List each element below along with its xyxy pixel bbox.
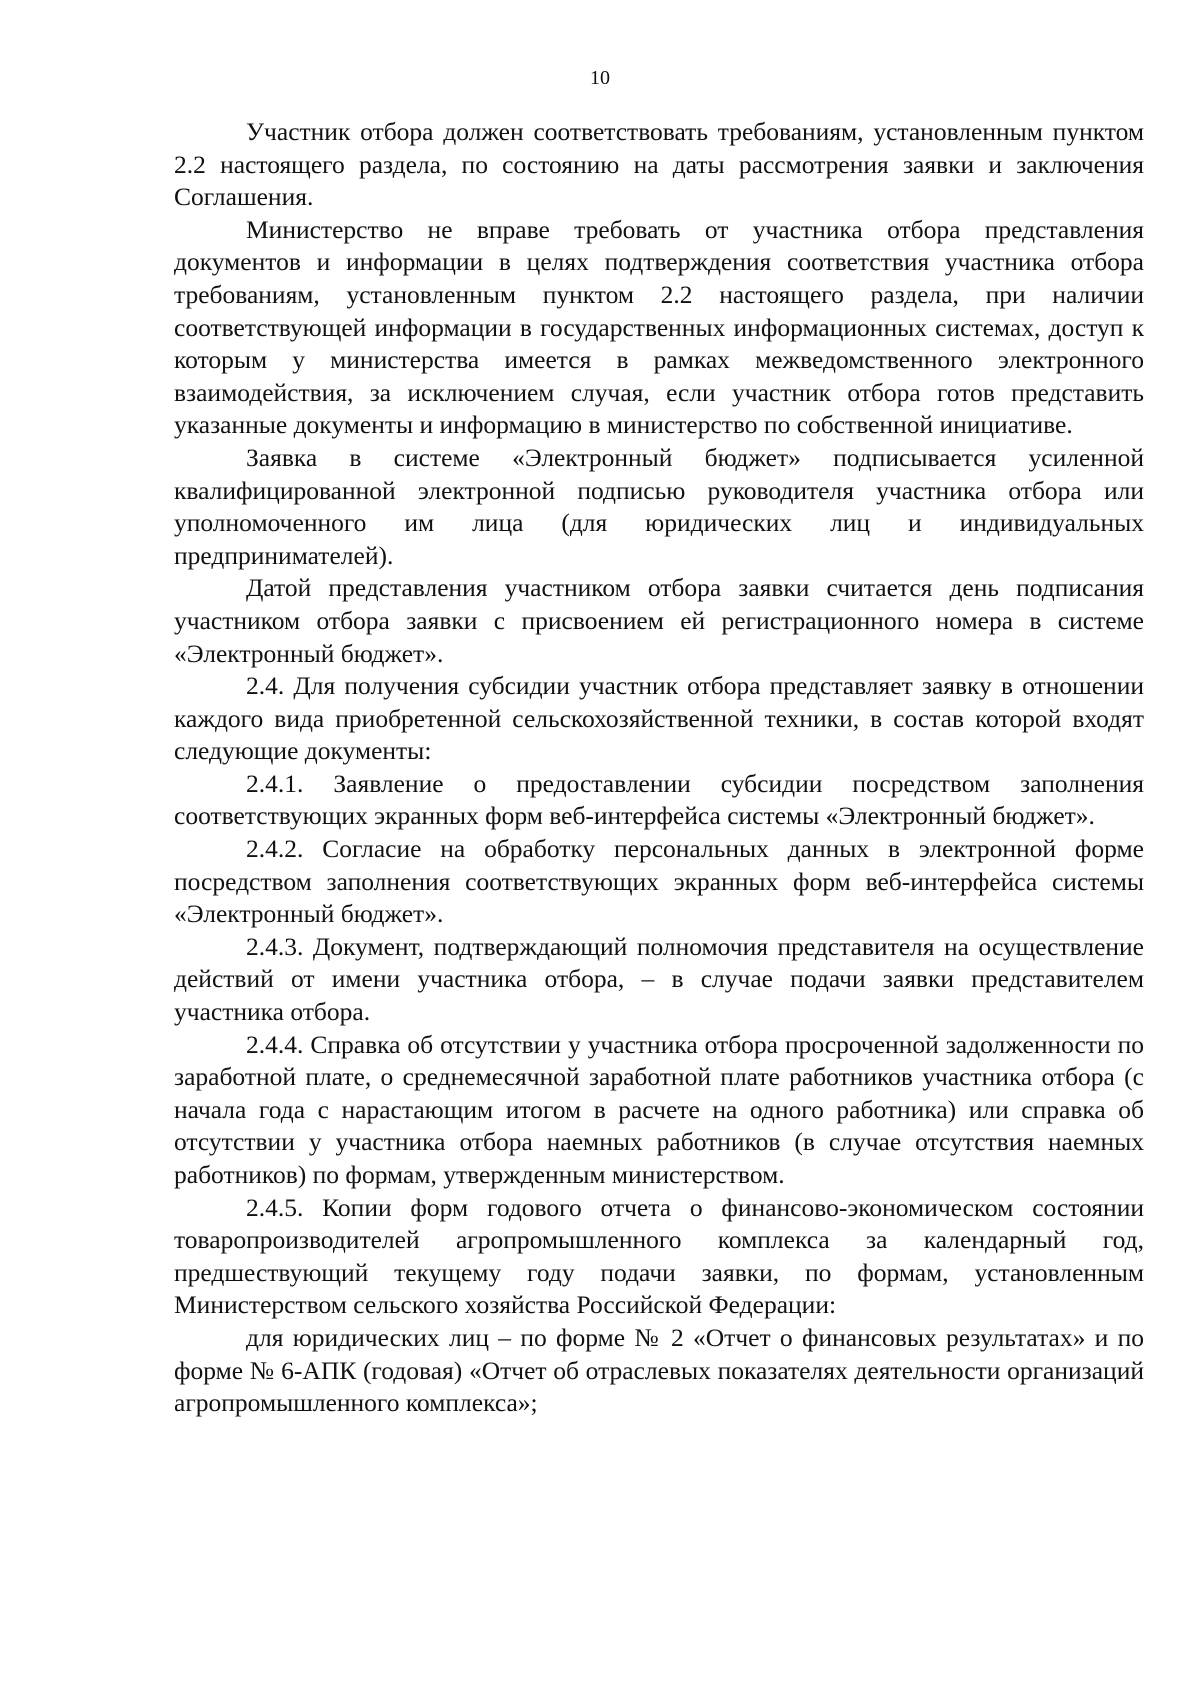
paragraph-2-4-2: 2.4.2. Согласие на обработку персональных данных в электронной форме посредством заполнения соответствующих экранных форм веб-интерфейса системы «Электронный бюджет». [174, 834, 1144, 929]
paragraph-ministry-restrictions: Министерство не вправе требовать от участника отбора представления документов и информации в целях подтверждения соответствия участника отбора требованиям, установленным пунктом 2.2 настоящего раздела, при наличии соответствующей информации в государственных информационных системах, доступ к которым у министерства имеется в рамках межведомственного электронного взаимодействия, за исключением случая, если участник отбора готов представить указанные документы и информацию в министерство по собственной инициативе. [174, 214, 1144, 440]
paragraph-legal-entities-forms: для юридических лиц – по форме № 2 «Отчет о финансовых результатах» и по форме № 6-АПК (годовая) «Отчет об отраслевых показателях деятельности организаций агропромышленного комплекса»; [174, 1322, 1144, 1418]
paragraph-2-4-5: 2.4.5. Копии форм годового отчета о финансово-экономическом состоянии товаропроизводителей агропромышленного комплекса за календарный год, предшествующий текущему году подачи заявки, по формам, установленным Министерством сельского хозяйства Российской Федерации: [174, 1192, 1144, 1320]
paragraph-2-4-4: 2.4.4. Справка об отсутствии у участника отбора просроченной задолженности по заработной плате, о среднемесячной заработной плате работников участника отбора (с начала года с нарастающим итогом в расчете на одного работника) или справка об отсутствии у участника отбора наемных работников (в случае отсутствия наемных работников) по формам, утвержденным министерством. [174, 1029, 1144, 1189]
paragraph-application-signature: Заявка в системе «Электронный бюджет» подписывается усиленной квалифицированной электронной подписью руководителя участника отбора или уполномоченного им лица (для юридических лиц и индивидуальных предпринимателей). [174, 442, 1144, 570]
page-number: 10 [590, 67, 610, 89]
paragraph-2-4-1: 2.4.1. Заявление о предоставлении субсидии посредством заполнения соответствующих экранных форм веб-интерфейса системы «Электронный бюджет». [174, 768, 1144, 831]
paragraph-submission-date: Датой представления участником отбора заявки считается день подписания участником отбора заявки с присвоением ей регистрационного номера в системе «Электронный бюджет». [174, 573, 1144, 668]
paragraph-2-4-3: 2.4.3. Документ, подтверждающий полномочия представителя на осуществление действий от имени участника отбора, – в случае подачи заявки представителем участника отбора. [174, 931, 1144, 1027]
paragraph-participant-requirements: Участник отбора должен соответствовать требованиям, установленным пунктом 2.2 настоящего раздела, по состоянию на даты рассмотрения заявки и заключения Соглашения. [174, 117, 1144, 212]
document-body [174, 116, 1144, 1420]
paragraph-2-4: 2.4. Для получения субсидии участник отбора представляет заявку в отношении каждого вида приобретенной сельскохозяйственной техники, в состав которой входят следующие документы: [174, 671, 1144, 766]
